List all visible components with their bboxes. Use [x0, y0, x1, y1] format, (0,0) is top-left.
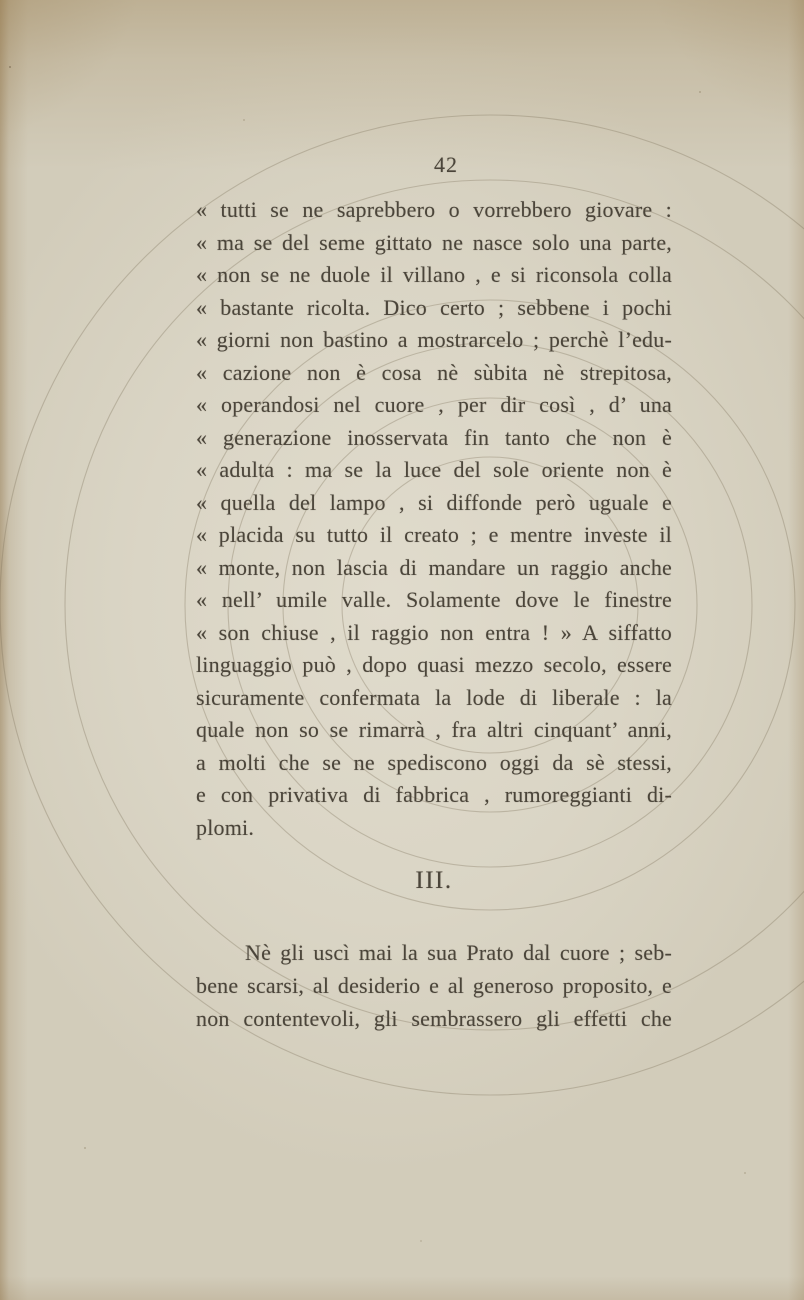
paper-specks: [0, 0, 2, 2]
second-paragraph: [196, 936, 672, 1035]
text-line: « cazione non è cosa nè sùbita nè strepitosa,: [196, 359, 672, 385]
text-line: « giorni non bastino a mostrarcelo ; perchè l’edu-: [196, 327, 672, 352]
text-line: linguaggio può , dopo quasi mezzo secolo, essere: [196, 652, 672, 677]
text-line: « non se ne duole il villano , e si riconsola colla: [196, 262, 672, 287]
text-line: « son chiuse , il raggio non entra ! » A siffatto: [196, 619, 672, 645]
section-heading: III.: [415, 867, 453, 894]
text-line: e con privativa di fabbrica , rumoreggianti di-: [196, 782, 672, 807]
text-line: « generazione inosservata fin tanto che non è: [196, 424, 672, 450]
text-line: a molti che se ne spediscono oggi da sè stessi,: [196, 749, 672, 775]
text-line: « operandosi nel cuore , per dir così , d’ una: [196, 392, 672, 417]
text-line: quale non so se rimarrà , fra altri cinquant’ anni,: [196, 717, 672, 742]
quoted-paragraph: [196, 194, 672, 844]
text-line: « bastante ricolta. Dico certo ; sebbene i pochi: [196, 294, 672, 320]
text-line: « quella del lampo , si diffonde però uguale e: [196, 489, 672, 515]
text-line: plomi.: [196, 814, 255, 840]
text-line: bene scarsi, al desiderio e al generoso proposito, e: [196, 973, 672, 998]
text-line: « placida su tutto il creato ; e mentre investe il: [196, 522, 672, 547]
page-number: 42: [434, 152, 458, 177]
text-line: « nell’ umile valle. Solamente dove le finestre: [196, 587, 672, 612]
text-line: non contentevoli, gli sembrassero gli effetti che: [196, 1006, 672, 1031]
text-line: « monte, non lascia di mandare un raggio anche: [196, 554, 672, 580]
text-line: Nè gli uscì mai la sua Prato dal cuore ; seb-: [245, 940, 672, 965]
text-line: « tutti se ne saprebbero o vorrebbero giovare :: [196, 197, 672, 222]
text-line: « adulta : ma se la luce del sole oriente non è: [196, 457, 672, 482]
text-line: « ma se del seme gittato ne nasce solo una parte,: [196, 229, 672, 255]
text-line: sicuramente confermata la lode di liberale : la: [196, 684, 672, 710]
